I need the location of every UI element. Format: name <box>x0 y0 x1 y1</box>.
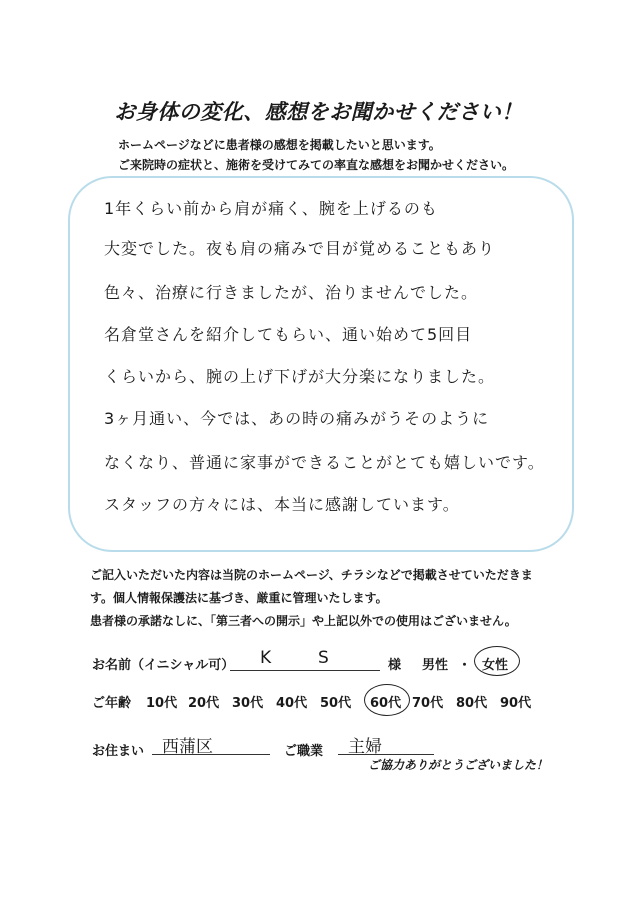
residence-value[interactable]: 西蒲区 <box>162 737 213 757</box>
female-circle <box>474 646 520 676</box>
age-option-70[interactable]: 70代 <box>412 696 444 711</box>
age-option-90[interactable]: 90代 <box>500 696 532 711</box>
age-option-60[interactable]: 60代 <box>370 696 402 711</box>
handwritten-line-6: 3ヶ月通い、今では、あの時の痛みがうそのように <box>104 409 490 428</box>
name-label: お名前（イニシャル可） <box>92 658 235 673</box>
sama-label: 様 <box>388 658 402 673</box>
intro-text-1: ホームページなどに患者様の感想を掲載したいと思います。 <box>118 138 441 152</box>
handwritten-line-7: なくなり、普通に家事ができることがとても嬉しいです。 <box>104 453 545 472</box>
age-option-30[interactable]: 30代 <box>232 696 264 711</box>
handwritten-line-3: 色々、治療に行きましたが、治りませんでした。 <box>104 283 479 302</box>
dot-separator: ・ <box>458 658 472 673</box>
age-option-10[interactable]: 10代 <box>146 696 178 711</box>
job-value[interactable]: 主婦 <box>348 737 382 757</box>
age-label: ご年齢 <box>92 696 132 711</box>
age-circle-60 <box>364 684 410 716</box>
handwritten-line-5: くらいから、腕の上げ下げが大分楽になりました。 <box>104 367 496 386</box>
handwritten-line-2: 大変でした。夜も肩の痛みで目が覚めることもあり <box>104 239 496 258</box>
handwritten-line-4: 名倉堂さんを紹介してもらい、通い始めて5回目 <box>104 325 473 344</box>
job-underline <box>338 754 434 755</box>
name-underline <box>230 670 380 671</box>
name-value-1[interactable]: K <box>260 648 272 668</box>
age-option-20[interactable]: 20代 <box>188 696 220 711</box>
residence-underline <box>152 754 270 755</box>
handwritten-line-1: 1年くらい前から肩が痛く、腕を上げるのも <box>104 199 438 218</box>
handwritten-line-8: スタッフの方々には、本当に感謝しています。 <box>104 495 460 514</box>
notes-line-2: す。個人情報保護法に基づき、厳重に管理いたします。 <box>90 591 388 605</box>
female-option[interactable]: 女性 <box>482 658 509 673</box>
job-label: ご職業 <box>284 744 324 759</box>
thanks-text: ご協力ありがとうございました！ <box>368 758 549 772</box>
name-value-2[interactable]: S <box>318 648 329 668</box>
page-title: お身体の変化、感想をお聞かせください！ <box>114 100 523 124</box>
age-option-80[interactable]: 80代 <box>456 696 488 711</box>
age-option-40[interactable]: 40代 <box>276 696 308 711</box>
intro-text-2: ご来院時の症状と、施術を受けてみての率直な感想をお聞かせください。 <box>118 158 515 172</box>
male-option[interactable]: 男性 <box>422 658 449 673</box>
residence-label: お住まい <box>92 744 145 759</box>
age-option-50[interactable]: 50代 <box>320 696 352 711</box>
notes-line-1: ご記入いただいた内容は当院のホームページ、チラシなどで掲載させていただきま <box>90 568 533 582</box>
notes-line-3: 患者様の承諾なしに、「第三者への開示」や上記以外での使用はございません。 <box>90 614 517 628</box>
